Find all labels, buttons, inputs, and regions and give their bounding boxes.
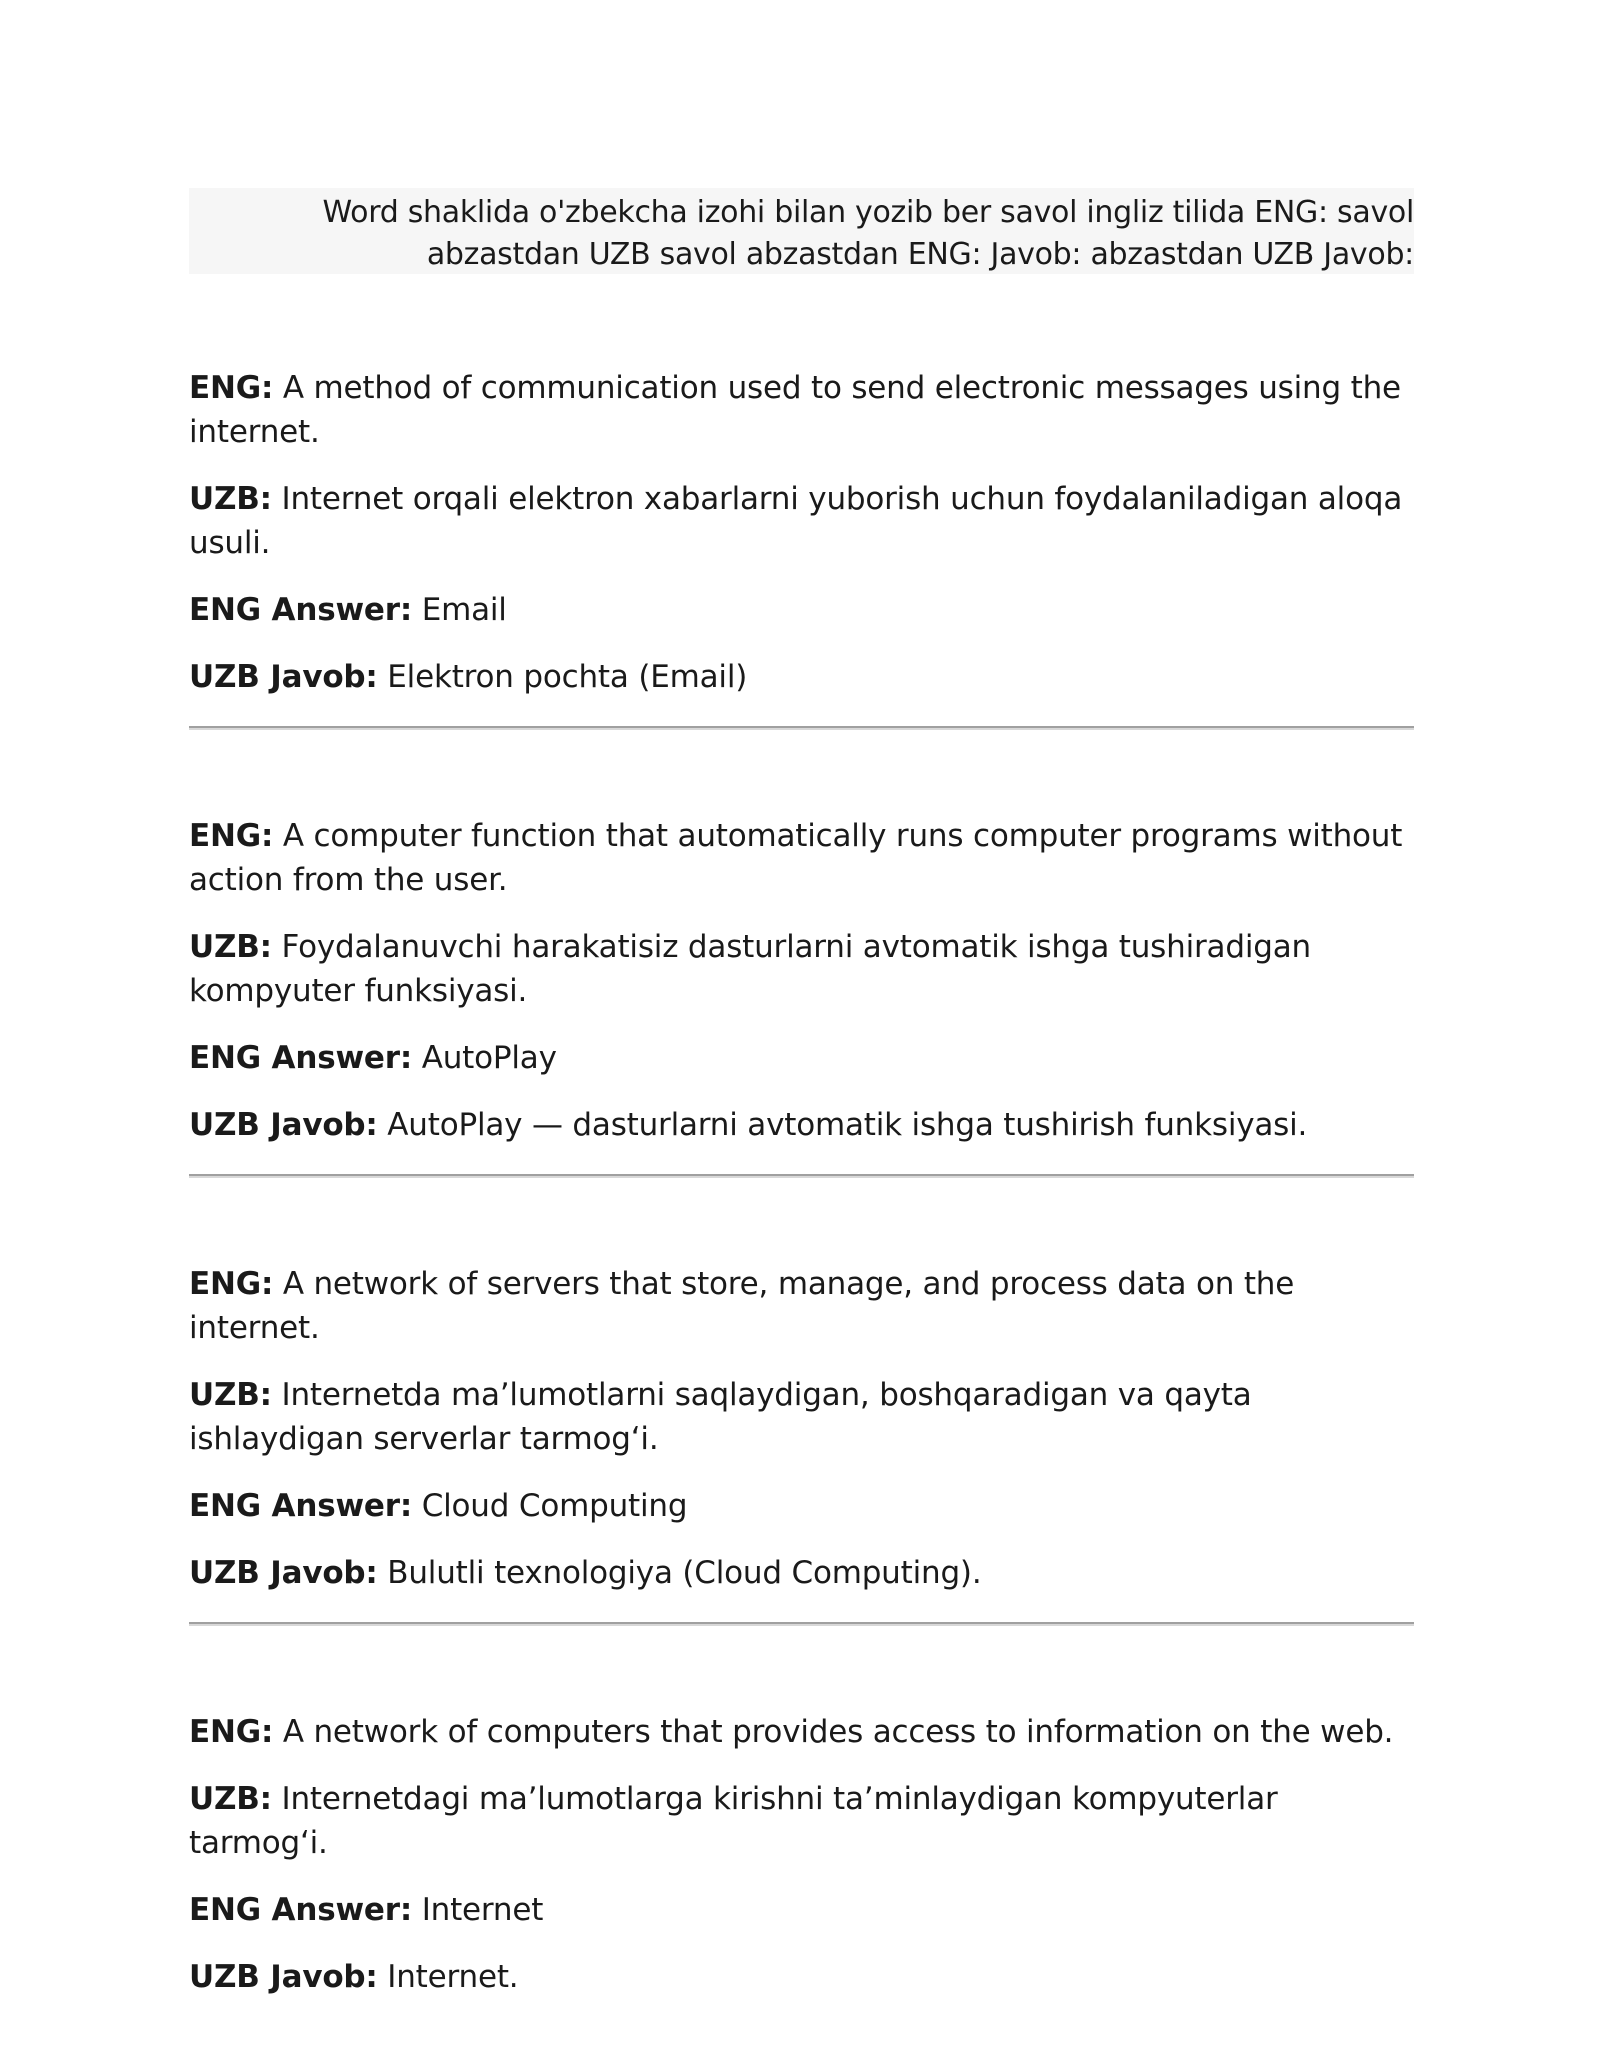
- uzb-answer-text: Bulutli texnologiya (Cloud Computing).: [387, 1555, 982, 1591]
- uzb-label: UZB:: [189, 1377, 272, 1413]
- uzb-answer-text: Internet.: [387, 1959, 519, 1995]
- eng-answer: [189, 588, 1414, 632]
- eng-answer: [189, 1888, 1414, 1932]
- eng-answer-label: ENG Answer:: [189, 1040, 413, 1076]
- prompt-line-1: Word shaklida o'zbekcha izohi bilan yozib ber savol ingliz tilida ENG: savol: [322, 195, 1414, 230]
- eng-question-text: A network of computers that provides access to information on the web.: [282, 1714, 1394, 1750]
- eng-answer-label: ENG Answer:: [189, 1488, 413, 1524]
- qa-list: [189, 366, 1414, 1999]
- eng-label: ENG:: [189, 1714, 274, 1750]
- uzb-question-text: Foydalanuvchi harakatisiz dasturlarni avtomatik ishga tushiradigan kompyuter funksiyasi.: [189, 929, 1311, 1009]
- qa-block: [189, 366, 1414, 699]
- uzb-question: [189, 477, 1414, 565]
- uzb-question-text: Internetda ma’lumotlarni saqlaydigan, boshqaradigan va qayta ishlaydigan serverlar tarmog‘i.: [189, 1377, 1252, 1457]
- eng-question-text: A computer function that automatically runs computer programs without action from the user.: [189, 818, 1403, 898]
- uzb-answer: [189, 1551, 1414, 1595]
- uzb-answer-label: UZB Javob:: [189, 1959, 378, 1995]
- eng-label: ENG:: [189, 370, 274, 406]
- uzb-answer-label: UZB Javob:: [189, 659, 378, 695]
- uzb-answer: [189, 1103, 1414, 1147]
- qa-block: [189, 1710, 1414, 1999]
- uzb-question: [189, 1777, 1414, 1865]
- uzb-answer-label: UZB Javob:: [189, 1555, 378, 1591]
- eng-label: ENG:: [189, 1266, 274, 1302]
- eng-question: [189, 1262, 1414, 1350]
- eng-label: ENG:: [189, 818, 274, 854]
- eng-answer-text: Internet: [421, 1892, 544, 1928]
- uzb-label: UZB:: [189, 1781, 272, 1817]
- uzb-question-text: Internetdagi ma’lumotlarga kirishni ta’minlaydigan kompyuterlar tarmog‘i.: [189, 1781, 1278, 1861]
- uzb-answer-text: AutoPlay — dasturlarni avtomatik ishga tushirish funksiyasi.: [387, 1107, 1308, 1143]
- qa-block: [189, 1262, 1414, 1595]
- eng-question-text: A network of servers that store, manage, and process data on the internet.: [189, 1266, 1295, 1346]
- uzb-answer-label: UZB Javob:: [189, 1107, 378, 1143]
- eng-question: [189, 814, 1414, 902]
- uzb-label: UZB:: [189, 481, 272, 517]
- section-divider: [189, 726, 1414, 730]
- eng-answer-text: Email: [421, 592, 507, 628]
- eng-answer-text: Cloud Computing: [421, 1488, 688, 1524]
- prompt-line-2: abzastdan UZB savol abzastdan ENG: Javob: abzastdan UZB Javob:: [426, 237, 1414, 272]
- uzb-question: [189, 925, 1414, 1013]
- uzb-answer-text: Elektron pochta (Email): [387, 659, 748, 695]
- section-divider: [189, 1622, 1414, 1626]
- uzb-answer: [189, 655, 1414, 699]
- eng-answer-label: ENG Answer:: [189, 592, 413, 628]
- uzb-label: UZB:: [189, 929, 272, 965]
- eng-question: [189, 366, 1414, 454]
- eng-question-text: A method of communication used to send electronic messages using the internet.: [189, 370, 1401, 450]
- eng-answer-text: AutoPlay: [421, 1040, 557, 1076]
- eng-answer: [189, 1036, 1414, 1080]
- qa-block: [189, 814, 1414, 1147]
- uzb-question: [189, 1373, 1414, 1461]
- eng-question: [189, 1710, 1414, 1754]
- eng-answer-label: ENG Answer:: [189, 1892, 413, 1928]
- section-divider: [189, 1174, 1414, 1178]
- document-page: [189, 188, 1414, 1999]
- uzb-answer: [189, 1955, 1414, 1999]
- uzb-question-text: Internet orqali elektron xabarlarni yuborish uchun foydalaniladigan aloqa usuli.: [189, 481, 1403, 561]
- prompt-box: [189, 188, 1414, 274]
- eng-answer: [189, 1484, 1414, 1528]
